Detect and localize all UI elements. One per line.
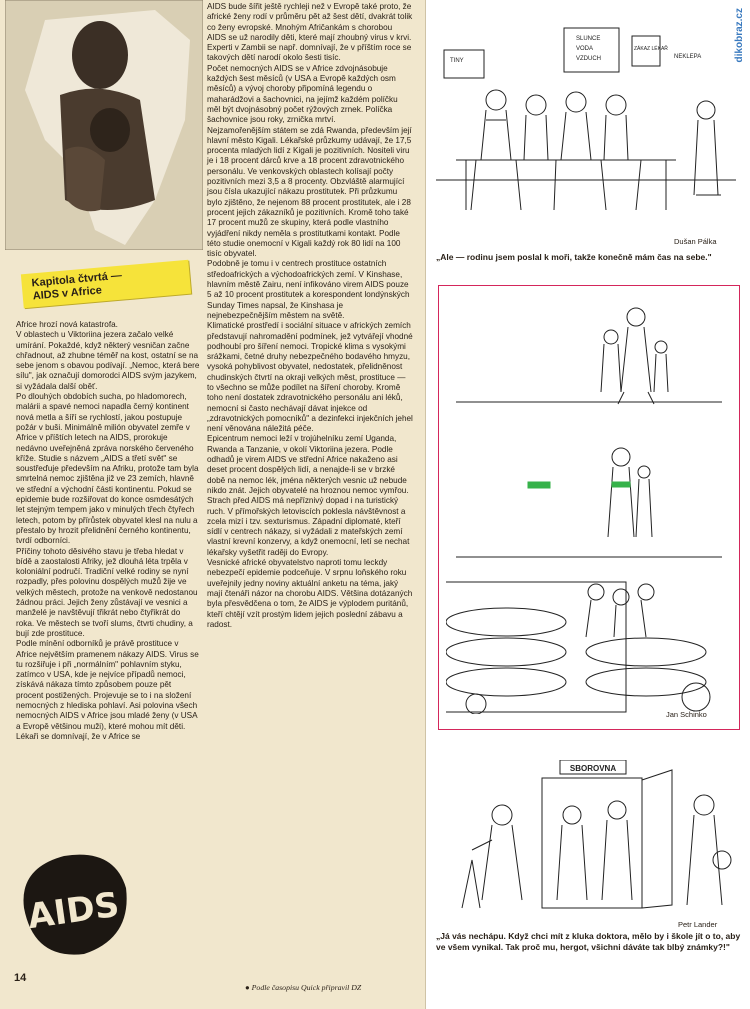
sign-text-5: ZÁKAZ LÉKAŘ bbox=[634, 46, 668, 52]
waiting-room-cartoon bbox=[436, 10, 736, 230]
staffroom-sign-text: SBOROVNA bbox=[569, 764, 617, 773]
source-credit: ● Podle časopisu Quick připravil DZ bbox=[245, 983, 362, 992]
sign-text-3: VODA bbox=[576, 46, 594, 52]
cartoon-column bbox=[426, 0, 750, 1009]
africa-photo bbox=[5, 0, 203, 250]
cartoon3-author: Petr Lander bbox=[678, 920, 718, 929]
sign-frame-1 bbox=[444, 50, 484, 78]
chapter-title-line1: Kapitola čtvrtá — bbox=[31, 269, 123, 290]
cartoon3-caption: „Já vás nechápu. Když chci mít z kluka doktora, mělo by i škole jít o to, aby ve všem vynikal. Tak proč mu, hergot, všichni dáváte tak blbý známky?!" bbox=[436, 931, 741, 952]
cartoon1-caption: „Ale — rodinu jsem poslal k moři, takže konečně mám čas na sebe." bbox=[436, 252, 712, 262]
chapter-banner bbox=[21, 260, 191, 309]
article-column-1: Africe hrozí nová katastrofa. V oblastech u Viktoriina jezera začalo velké umírání. Pokaždé, když některý vesničan začne chřadnout, až zhubne téměř na kost, ostatní se na sebe jenom s obavou podívají. „Nemoc, která bere sílu", jak označují domorodci AIDS svým jazykem, si vyžádala další oběť. Po dlouhých obdobích sucha, po hladomorech, malárii a spavé nemoci napadla černý kontinent nová metla a šíří se rychlostí, jakou postupuje požár v buši. Minimálně milión obyvatel zemře v Africe v příštích letech na AIDS, prorokuje nedávno uveřejněná zpráva norského červeného kříže. Studie s názvem „AIDS a třetí svět" se soustřeďuje především na Afriku, protože tam byla smrtelná nemoc zjištěna již ve 23 zemích, hlavně ve střední a východní části kontinentu. Pokud se epidemie bude rozšiřovat do konce osmdesátých let stejným tempem jako v minulých třech čtyřech letech, potom by přírůstek obyvatel klesl na nulu a přestalo by hrozit přelidnění černého kontinentu, tvrdí odborníci. Příčiny tohoto děsivého stavu je třeba hledat v bídě a zaostalosti Afriky, jež dlouhá léta trpěla v koloniální područí. Tradiční velké rodiny se nyní rozpadly, přes polovinu dospělých mužů žije ve velkých městech, protože na venkově nedostanou žádnou práci. Jejich ženy zůstávají ve vesnici a manželé je navštěvují třikrát nebo čtyřikrát do roka. Ve městech se tvoří slums, čtvrti chudiny, a bují zde prostituce. Podle mínění odborníků je právě prostituce v Africe největším pramenem nákazy AIDS. Virus se tu rozšiřuje i při „normálním" pohlavním styku, zatímco v USA, kde je nejvíce případů nemoci, získává nákaza tímto způsobem pouze pět procent postižených. Projevuje se to i na složení nemocných z hlediska pohlaví. Asi polovina všech nemocných AIDS v Africe jsou mladé ženy (v USA a Evropě většinou muži), které mohou mít děti. Lékaři se domnívají, že v Africe se bbox=[16, 320, 200, 741]
watermark: dikobraz.cz bbox=[734, 8, 745, 63]
sign-text-6: NEKLEPA bbox=[674, 54, 702, 60]
walking-family-cartoon bbox=[446, 292, 732, 714]
cartoon1-author: Dušan Pálka bbox=[674, 237, 717, 246]
chapter-title-line2: AIDS v Africe bbox=[32, 284, 103, 303]
page-number: 14 bbox=[14, 972, 27, 984]
sign-text-2: SLUNCE bbox=[576, 36, 601, 42]
aids-logo bbox=[14, 848, 132, 960]
sign-text-1: TINY bbox=[450, 58, 464, 64]
article-column-2: AIDS bude šířit ještě rychleji než v Evropě také proto, že africké ženy rodí v průměru pět až šest dětí, dvakrát tolik co ženy evropské. Mnohým Afričankám s chorobou AIDS se už narodily děti, které mají zhoubný virus v krvi. Experti v Zambii se např. domnívají, že v příštím roce se takových dětí narodí okolo šesti tisíc. Počet nemocných AIDS se v Africe zdvojnásobuje každých šest měsíců (v USA a Evropě každých osm měsíců) a vývoj choroby připomíná legendu o maharádžovi a šachovnici, na jejímž každém políčku měl být dvojnásobný počet rýžových zrnek. Políčka šachovnice jsou roky, zrnička mrtví. Nejzamořenějším státem se zdá Rwanda, především její hlavní město Kigali. Lékařské průzkumy udávají, že 17,5 procenta mladých lidí z Kigali je pozitivních. Nositeli viru je i 18 procent dárců krve a 18 procent zdravotnického personálu. Ve venkovských oblastech kolísají počty pozitivních mezi 3,5 a 8 procenty. Obzvláště alarmující jsou čísla ukazující nákazu prostitutek. Při průzkumu bylo zjištěno, že nejenom 88 procent prostitutek, ale i 28 procent jejich zákazníků je pozitivních. Kromě toho také 17 procent mužů ze skupiny, která podle vlastního vyjádření nikdy neměla s prostitutkami kontakt. Podle této studie onemocní v Kigali každý rok 80 lidí na 100 tisíc obyvatel. Podobně je tomu i v centrech prostituce ostatních středoafrických a východoafrických zemí. V Kinshase, hlavním městě Zairu, není infikováno virem AIDS pouze 5 až 10 procent prostitutek a korespondent londýnských Sunday Times napsal, že Kinshasa je nejnebezpečnějším městem na světě. Klimatické prostředí i sociální situace v afrických zemích představují nahromadění podmínek, jež vytvářejí vhodné podhoubí pro šíření nemoci. Tropické klima s vysokými srážkami, četné druhy nebezpečného bodavého hmyzu, vysoká pohyblivost obyvatel, nedostatek, přelidněnost chudinských čtvrtí na okraji velkých měst, prostituce — to všechno se může podílet na šíření choroby. Kromě toho není dostatek zdravotnického personálu ani léků, nemocní si často nechávají dávat injekce od „zdravotnických pomocníků" a dezinfekci injekčních jehel není věnována náležitá péče. Epicentrum nemoci leží v trojúhelníku zemí Uganda, Rwanda a Tanzanie, v okolí Viktoriina jezera. Podle odhadů je virem AIDS ve střední Africe nakaženo asi deset procent dospělých lidí, a nenajde-li se v brzké době na nemoc lék, jména některých vesnic už nebude nikdo znát. Jejich obyvatelé na hroznou nemoc vymřou. Strach před AIDS má nepříznivý dopad i na turistický ruch. V přímořských letoviscích poklesla návštěvnost a zcela mizí i tzv. sexturismus. Západní diplomaté, kteří sídlí v centrech nákazy, si vyžádali z mateřských zemí vlastní krevní konzervy, a když onemocní, letí se nechat lékařsky vyšetřit raději do Evropy. Vesnické africké obyvatelstvo naproti tomu leckdy nebezpečí epidemie podceňuje. V srpnu loňského roku uveřejnily jedny noviny aktuální anketu na téma, jaký mají čtenáři názor na chorobu AIDS. Většina dotázaných byla přesvědčena o tom, že AIDS je výplodem puritánů, kteří chtějí vzít prostým lidem jejich poslední zábavu a radost. bbox=[207, 2, 413, 629]
sign-text-4: VZDUCH bbox=[576, 56, 601, 62]
aids-logo-text: AIDS bbox=[25, 884, 122, 938]
cartoon2-author: Jan Schinko bbox=[666, 710, 707, 719]
staffroom-cartoon bbox=[442, 760, 736, 910]
chapter-title bbox=[21, 260, 191, 309]
